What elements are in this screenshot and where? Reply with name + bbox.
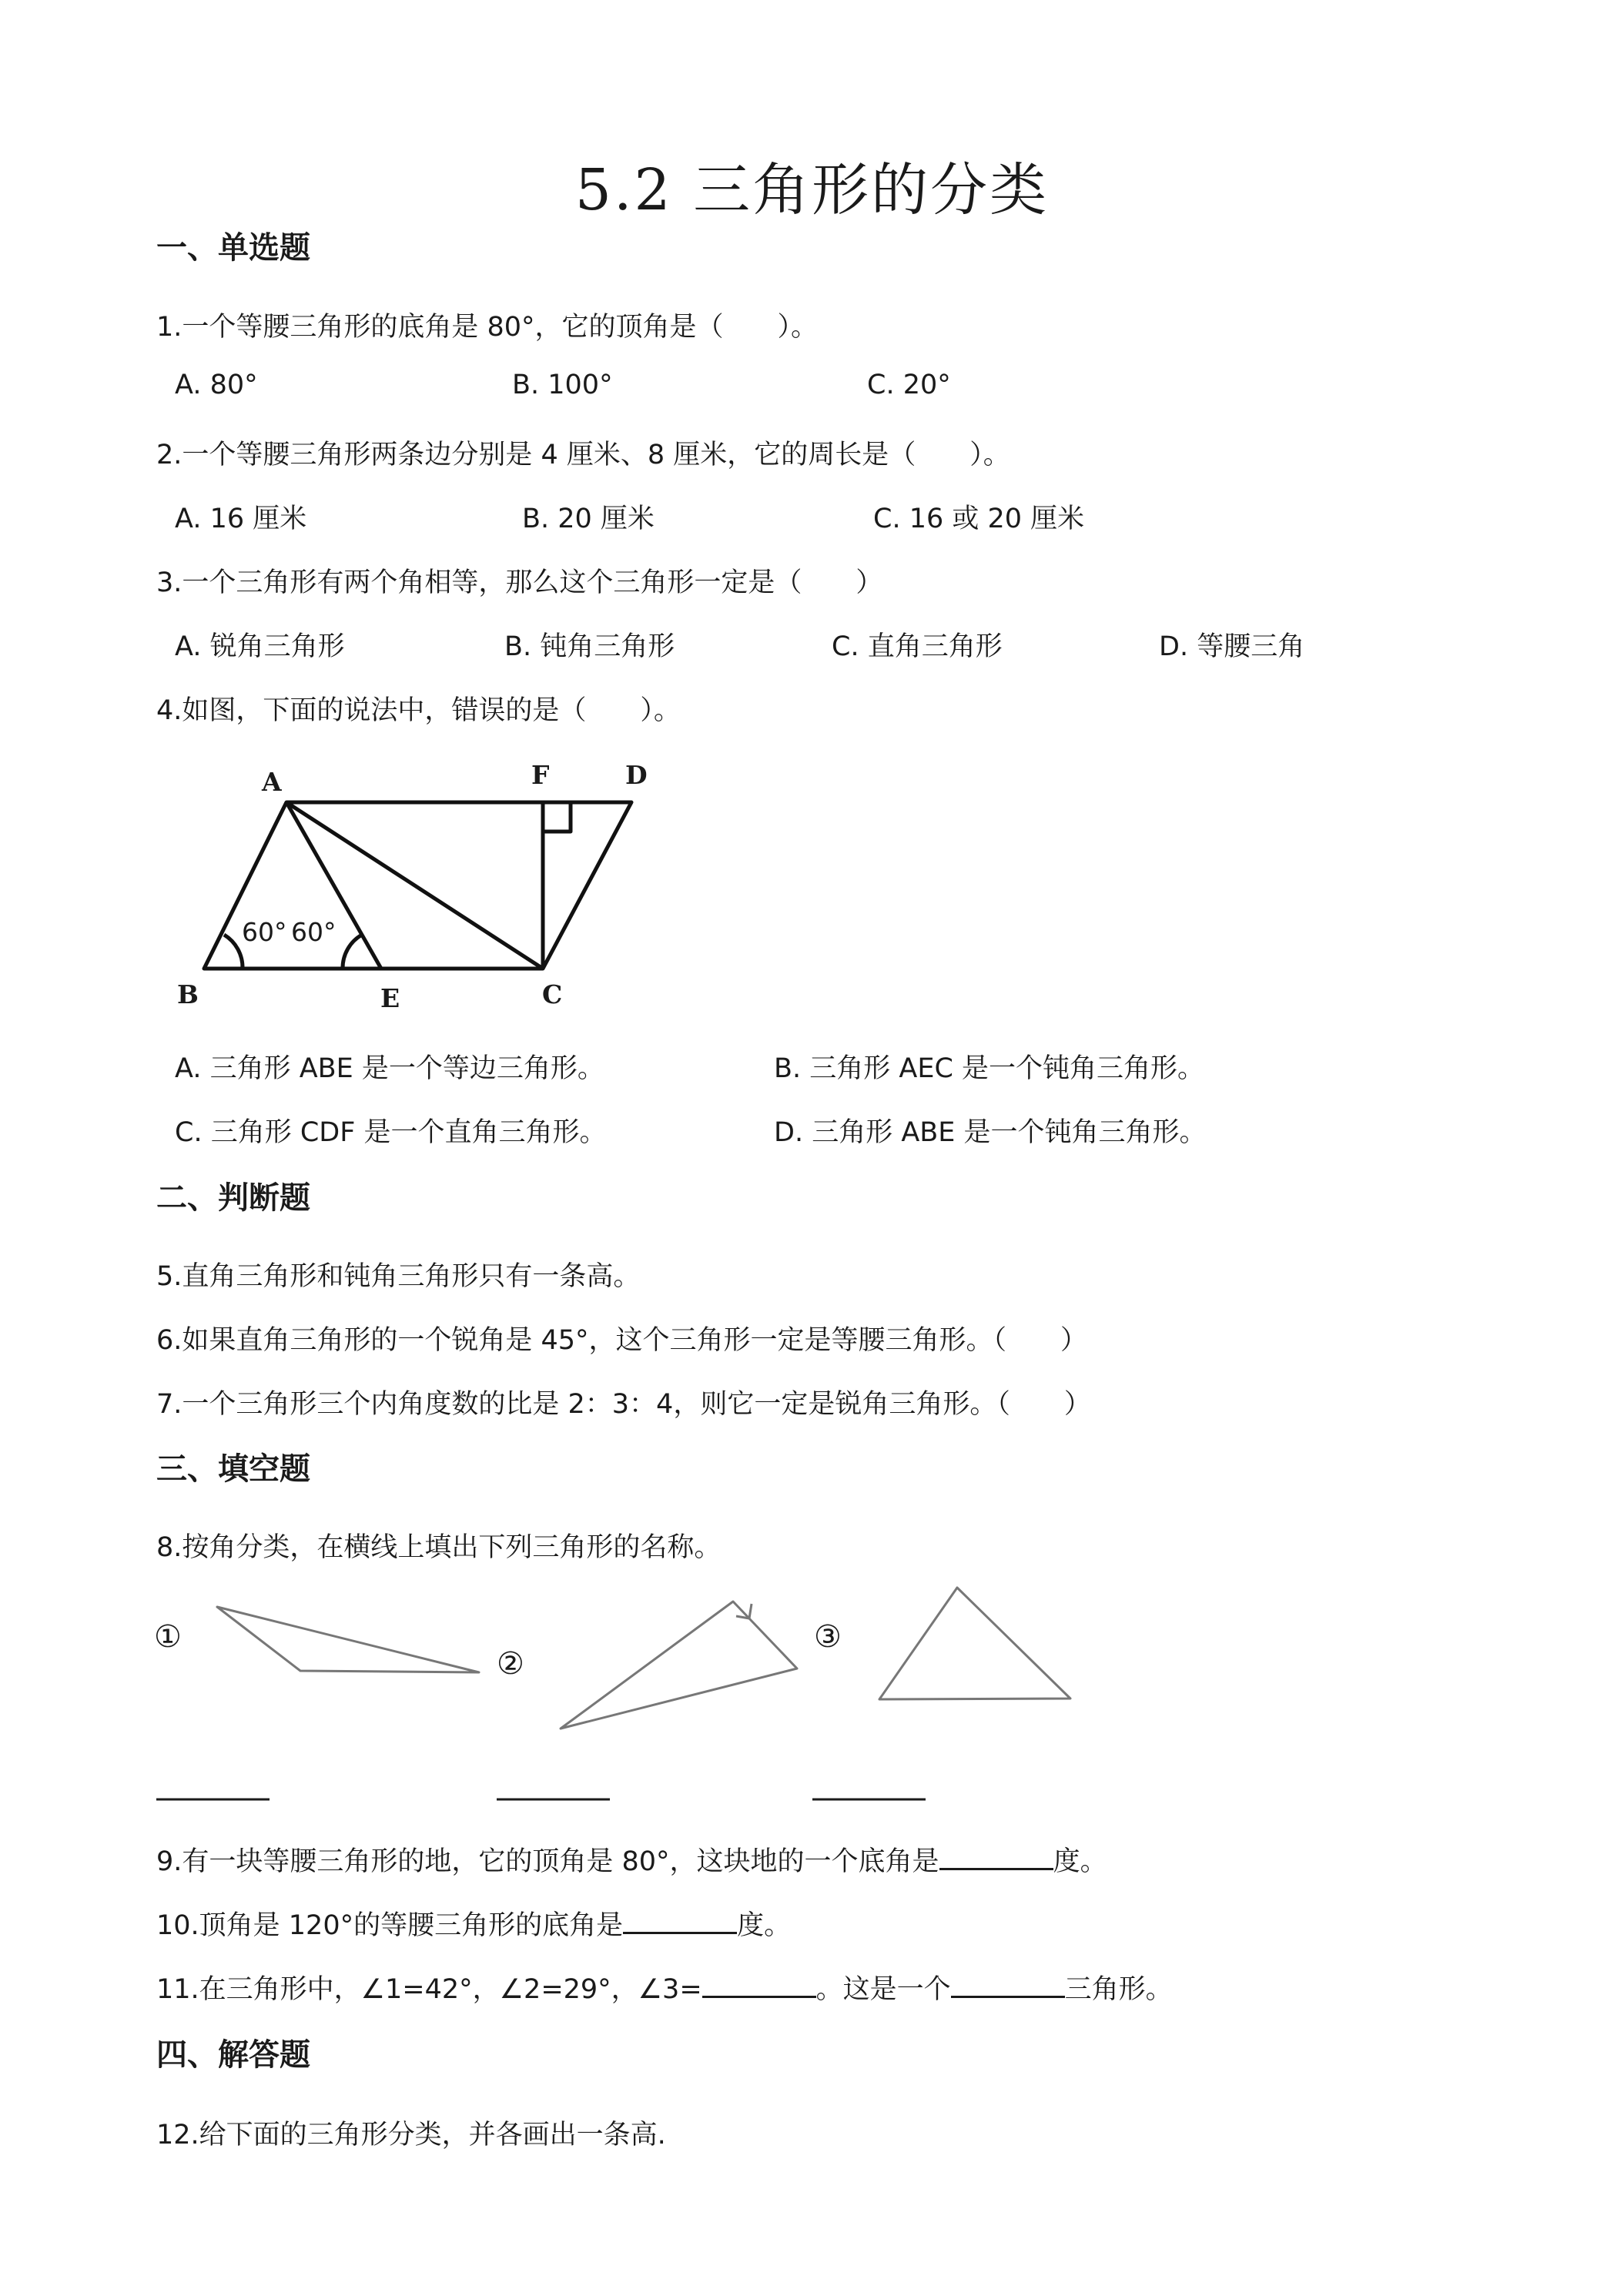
q3-option-a[interactable]: A. 锐角三角形: [175, 631, 345, 662]
triangle-marker-2: ②: [497, 1646, 524, 1682]
page-title: 5.2 三角形的分类: [574, 157, 1050, 223]
point-label-b: B: [177, 979, 199, 1009]
point-label-c: C: [542, 979, 563, 1009]
q11-text-after: 三角形。: [1064, 1974, 1173, 2005]
point-label-a: A: [262, 767, 282, 797]
question-3: 3.一个三角形有两个角相等，那么这个三角形一定是（ ）: [156, 567, 883, 598]
q3-option-b[interactable]: B. 钝角三角形: [504, 631, 675, 662]
question-1: 1.一个等腰三角形的底角是 80°，它的顶角是（ ）。: [156, 312, 819, 343]
q11-text-before: 11.在三角形中，∠1=42°，∠2=29°，∠3=: [156, 1974, 702, 2005]
question-5: 5.直角三角形和钝角三角形只有一条高。: [156, 1261, 641, 1292]
q3-option-d[interactable]: D. 等腰三角: [1159, 631, 1305, 662]
q9-text-before: 9.有一块等腰三角形的地，它的顶角是 80°，这块地的一个底角是: [156, 1846, 939, 1877]
q1-option-b[interactable]: B. 100°: [512, 370, 613, 400]
triangle-2-right: [561, 1602, 797, 1729]
triangle-3-acute: [879, 1588, 1070, 1699]
question-11: [156, 1968, 1173, 2006]
q11-answer-blank-2[interactable]: [951, 1970, 1065, 1998]
q1-option-a[interactable]: A. 80°: [175, 370, 258, 400]
q4-option-c[interactable]: C. 三角形 CDF 是一个直角三角形。: [175, 1117, 607, 1148]
q11-text-middle: 。这是一个: [815, 1974, 951, 2005]
section-heading-answer: 四、解答题: [156, 2037, 310, 2073]
q9-answer-blank[interactable]: [939, 1842, 1053, 1870]
q4-option-d[interactable]: D. 三角形 ABE 是一个钝角三角形。: [774, 1117, 1207, 1148]
section-heading-true-false: 二、判断题: [156, 1180, 310, 1216]
triangle-marker-1: ①: [154, 1619, 182, 1655]
question-9: [156, 1840, 1107, 1879]
q10-answer-blank[interactable]: [623, 1906, 737, 1934]
angle-label-b: 60°: [242, 917, 287, 947]
point-label-d: D: [625, 760, 648, 790]
q11-answer-blank-1[interactable]: [702, 1970, 816, 1998]
question-8: 8.按角分类，在横线上填出下列三角形的名称。: [156, 1532, 722, 1563]
q1-option-c[interactable]: C. 20°: [867, 370, 951, 400]
q2-option-a[interactable]: A. 16 厘米: [175, 504, 307, 534]
q4-option-a[interactable]: A. 三角形 ABE 是一个等边三角形。: [175, 1053, 604, 1084]
section-heading-fill-blank: 三、填空题: [156, 1451, 310, 1487]
section-heading-single-choice: 一、单选题: [156, 229, 310, 266]
question-6: 6.如果直角三角形的一个锐角是 45°，这个三角形一定是等腰三角形。（ ）: [156, 1325, 1088, 1356]
question-2: 2.一个等腰三角形两条边分别是 4 厘米、8 厘米，它的周长是（ ）。: [156, 440, 1010, 470]
triangle-1-obtuse: [217, 1607, 479, 1672]
q2-option-b[interactable]: B. 20 厘米: [522, 504, 655, 534]
question-12: 12.给下面的三角形分类，并各画出一条高.: [156, 2120, 666, 2150]
q2-option-c[interactable]: C. 16 或 20 厘米: [873, 504, 1085, 534]
q9-text-after: 度。: [1053, 1846, 1107, 1877]
question-7: 7.一个三角形三个内角度数的比是 2：3：4，则它一定是锐角三角形。（ ）: [156, 1389, 1091, 1420]
question-10: [156, 1904, 791, 1943]
point-label-e: E: [380, 983, 400, 1013]
angle-label-e: 60°: [291, 917, 337, 947]
q10-text-after: 度。: [737, 1910, 792, 1941]
q4-option-b[interactable]: B. 三角形 AEC 是一个钝角三角形。: [774, 1053, 1205, 1084]
question-4: 4.如图，下面的说法中，错误的是（ ）。: [156, 695, 681, 726]
q3-option-c[interactable]: C. 直角三角形: [832, 631, 1003, 662]
triangle-marker-3: ③: [814, 1619, 842, 1655]
q10-text-before: 10.顶角是 120°的等腰三角形的底角是: [156, 1910, 624, 1941]
point-label-f: F: [531, 760, 550, 790]
